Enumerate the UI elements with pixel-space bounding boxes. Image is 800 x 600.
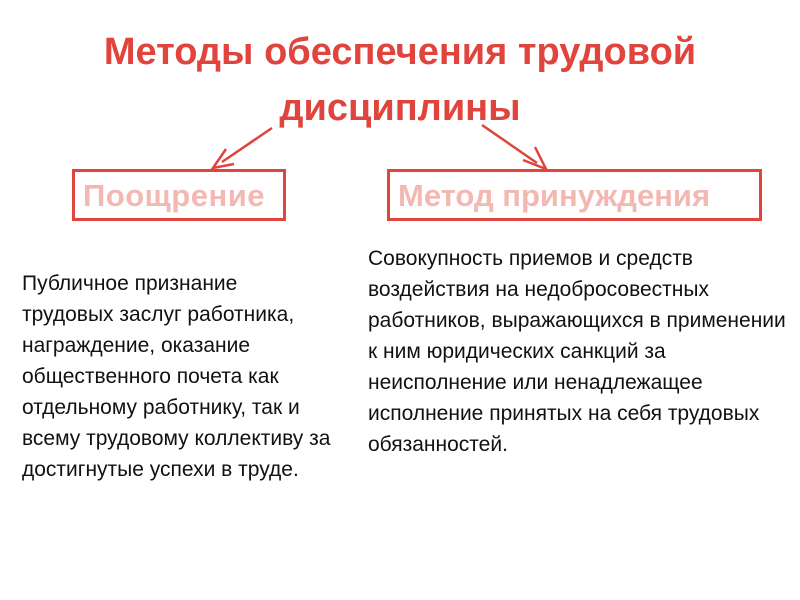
page-title-line1: Методы обеспечения трудовой bbox=[103, 31, 697, 73]
method-box-coercion bbox=[387, 169, 762, 221]
arrowhead-left bbox=[213, 149, 234, 168]
method-box-encouragement bbox=[72, 169, 286, 221]
arrowhead-right bbox=[523, 147, 546, 169]
method-label-encouragement: Поощрение bbox=[83, 178, 266, 213]
coercion-description: Совокупность приемов и средств воздействия на недобросовестных работников, выражающихся в применении к ним юридических санкций за неисполнение или ненадлежащее исполнение принятых на себя трудовых обязанностей. bbox=[368, 247, 786, 456]
page-title bbox=[0, 24, 800, 136]
page-title-line2: дисциплины bbox=[279, 87, 521, 129]
method-label-coercion: Метод принуждения bbox=[398, 178, 711, 213]
encouragement-description: Публичное признание трудовых заслуг работника, награждение, оказание общественного почета как отдельному работнику, так и всему трудовому коллективу за достигнутые успехи в труде. bbox=[22, 272, 331, 481]
